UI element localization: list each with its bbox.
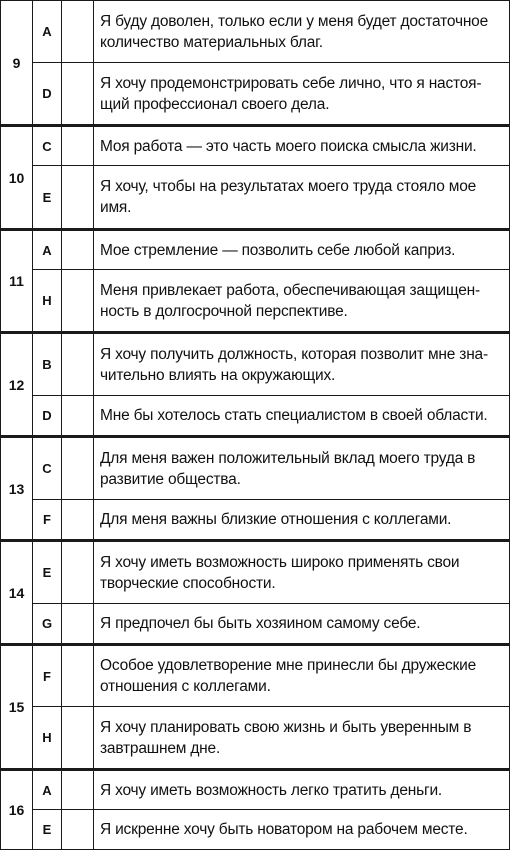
statement-text bbox=[94, 126, 510, 166]
option-letter: H bbox=[33, 270, 62, 333]
statement-text bbox=[94, 63, 510, 126]
statement-text bbox=[94, 541, 510, 604]
table-row bbox=[1, 500, 510, 541]
statement-text bbox=[94, 230, 510, 270]
answer-cell[interactable] bbox=[62, 396, 94, 437]
table-row bbox=[1, 707, 510, 770]
statement-text bbox=[94, 333, 510, 396]
question-number: 9 bbox=[1, 1, 33, 126]
answer-cell[interactable] bbox=[62, 333, 94, 396]
option-letter: D bbox=[33, 396, 62, 437]
answer-cell[interactable] bbox=[62, 1, 94, 63]
answer-cell[interactable] bbox=[62, 230, 94, 270]
statement-text bbox=[94, 270, 510, 333]
answer-cell[interactable] bbox=[62, 63, 94, 126]
answer-cell[interactable] bbox=[62, 810, 94, 850]
answer-cell[interactable] bbox=[62, 541, 94, 604]
option-letter: A bbox=[33, 1, 62, 63]
statement-label: Моя работа — это часть моего поиска смысла жизни. bbox=[100, 137, 477, 155]
answer-cell[interactable] bbox=[62, 437, 94, 500]
table-row bbox=[1, 645, 510, 707]
option-letter: E bbox=[33, 541, 62, 604]
question-number: 14 bbox=[1, 541, 33, 645]
option-letter: E bbox=[33, 810, 62, 850]
table-row bbox=[1, 63, 510, 126]
statement-label: Я хочу иметь возможность широко применять свои творческие способности. bbox=[100, 553, 460, 592]
statement-label: Я буду доволен, только если у меня будет достаточное количество материальных благ. bbox=[100, 12, 489, 51]
option-letter: G bbox=[33, 604, 62, 645]
answer-cell[interactable] bbox=[62, 500, 94, 541]
statement-text bbox=[94, 396, 510, 437]
table-row bbox=[1, 437, 510, 500]
question-number: 12 bbox=[1, 333, 33, 437]
statement-label: Мое стремление — позволить себе любой каприз. bbox=[100, 241, 456, 259]
table-row bbox=[1, 810, 510, 850]
answer-cell[interactable] bbox=[62, 270, 94, 333]
statement-text bbox=[94, 500, 510, 541]
question-number: 10 bbox=[1, 126, 33, 230]
option-letter: C bbox=[33, 126, 62, 166]
table-row bbox=[1, 770, 510, 810]
statement-label: Я хочу планировать свою жизнь и быть уверенным в завтрашнем дне. bbox=[100, 718, 472, 757]
table-row bbox=[1, 126, 510, 166]
question-number: 15 bbox=[1, 645, 33, 770]
statement-text bbox=[94, 1, 510, 63]
question-number: 11 bbox=[1, 230, 33, 333]
question-number: 16 bbox=[1, 770, 33, 850]
table-row bbox=[1, 166, 510, 230]
option-letter: F bbox=[33, 500, 62, 541]
table-row bbox=[1, 541, 510, 604]
option-letter: B bbox=[33, 333, 62, 396]
option-letter: F bbox=[33, 645, 62, 707]
statement-label: Мне бы хотелось стать специалистом в своей области. bbox=[100, 407, 488, 424]
statement-text bbox=[94, 770, 510, 810]
statement-text bbox=[94, 166, 510, 230]
statement-label: Я предпочел бы быть хозяином самому себе. bbox=[100, 615, 421, 632]
table-row bbox=[1, 396, 510, 437]
answer-cell[interactable] bbox=[62, 645, 94, 707]
statement-text bbox=[94, 810, 510, 850]
statement-label: Меня привлекает работа, обеспечивающая защищен-ность в долгосрочной перспективе. bbox=[100, 281, 480, 320]
statement-label: Для меня важен положительный вклад моего труда в развитие общества. bbox=[100, 449, 476, 488]
option-letter: H bbox=[33, 707, 62, 770]
table-row bbox=[1, 270, 510, 333]
answer-cell[interactable] bbox=[62, 126, 94, 166]
statement-text bbox=[94, 604, 510, 645]
table-row bbox=[1, 333, 510, 396]
statement-label: Я хочу, чтобы на результатах моего труда стояло мое имя. bbox=[100, 178, 477, 216]
answer-cell[interactable] bbox=[62, 770, 94, 810]
statement-label: Особое удовлетворение мне принесли бы дружеские отношения с коллегами. bbox=[100, 657, 477, 695]
statement-text bbox=[94, 645, 510, 707]
statement-label: Для меня важны близкие отношения с коллегами. bbox=[100, 511, 452, 528]
answer-cell[interactable] bbox=[62, 707, 94, 770]
statement-label: Я хочу продемонстрировать себе лично, что я настоя-щий профессионал своего дела. bbox=[100, 74, 482, 113]
option-letter: A bbox=[33, 770, 62, 810]
answer-cell[interactable] bbox=[62, 166, 94, 230]
statement-text bbox=[94, 707, 510, 770]
table-row bbox=[1, 1, 510, 63]
answer-cell[interactable] bbox=[62, 604, 94, 645]
table-row bbox=[1, 230, 510, 270]
option-letter: C bbox=[33, 437, 62, 500]
option-letter: D bbox=[33, 63, 62, 126]
statement-text bbox=[94, 437, 510, 500]
statement-label: Я хочу получить должность, которая позволит мне зна-чительно влиять на окружающих. bbox=[100, 345, 488, 384]
statement-label: Я искренне хочу быть новатором на рабочем месте. bbox=[100, 821, 468, 838]
option-letter: A bbox=[33, 230, 62, 270]
question-number: 13 bbox=[1, 437, 33, 541]
statement-label: Я хочу иметь возможность легко тратить деньги. bbox=[100, 781, 443, 799]
table-row bbox=[1, 604, 510, 645]
option-letter: E bbox=[33, 166, 62, 230]
